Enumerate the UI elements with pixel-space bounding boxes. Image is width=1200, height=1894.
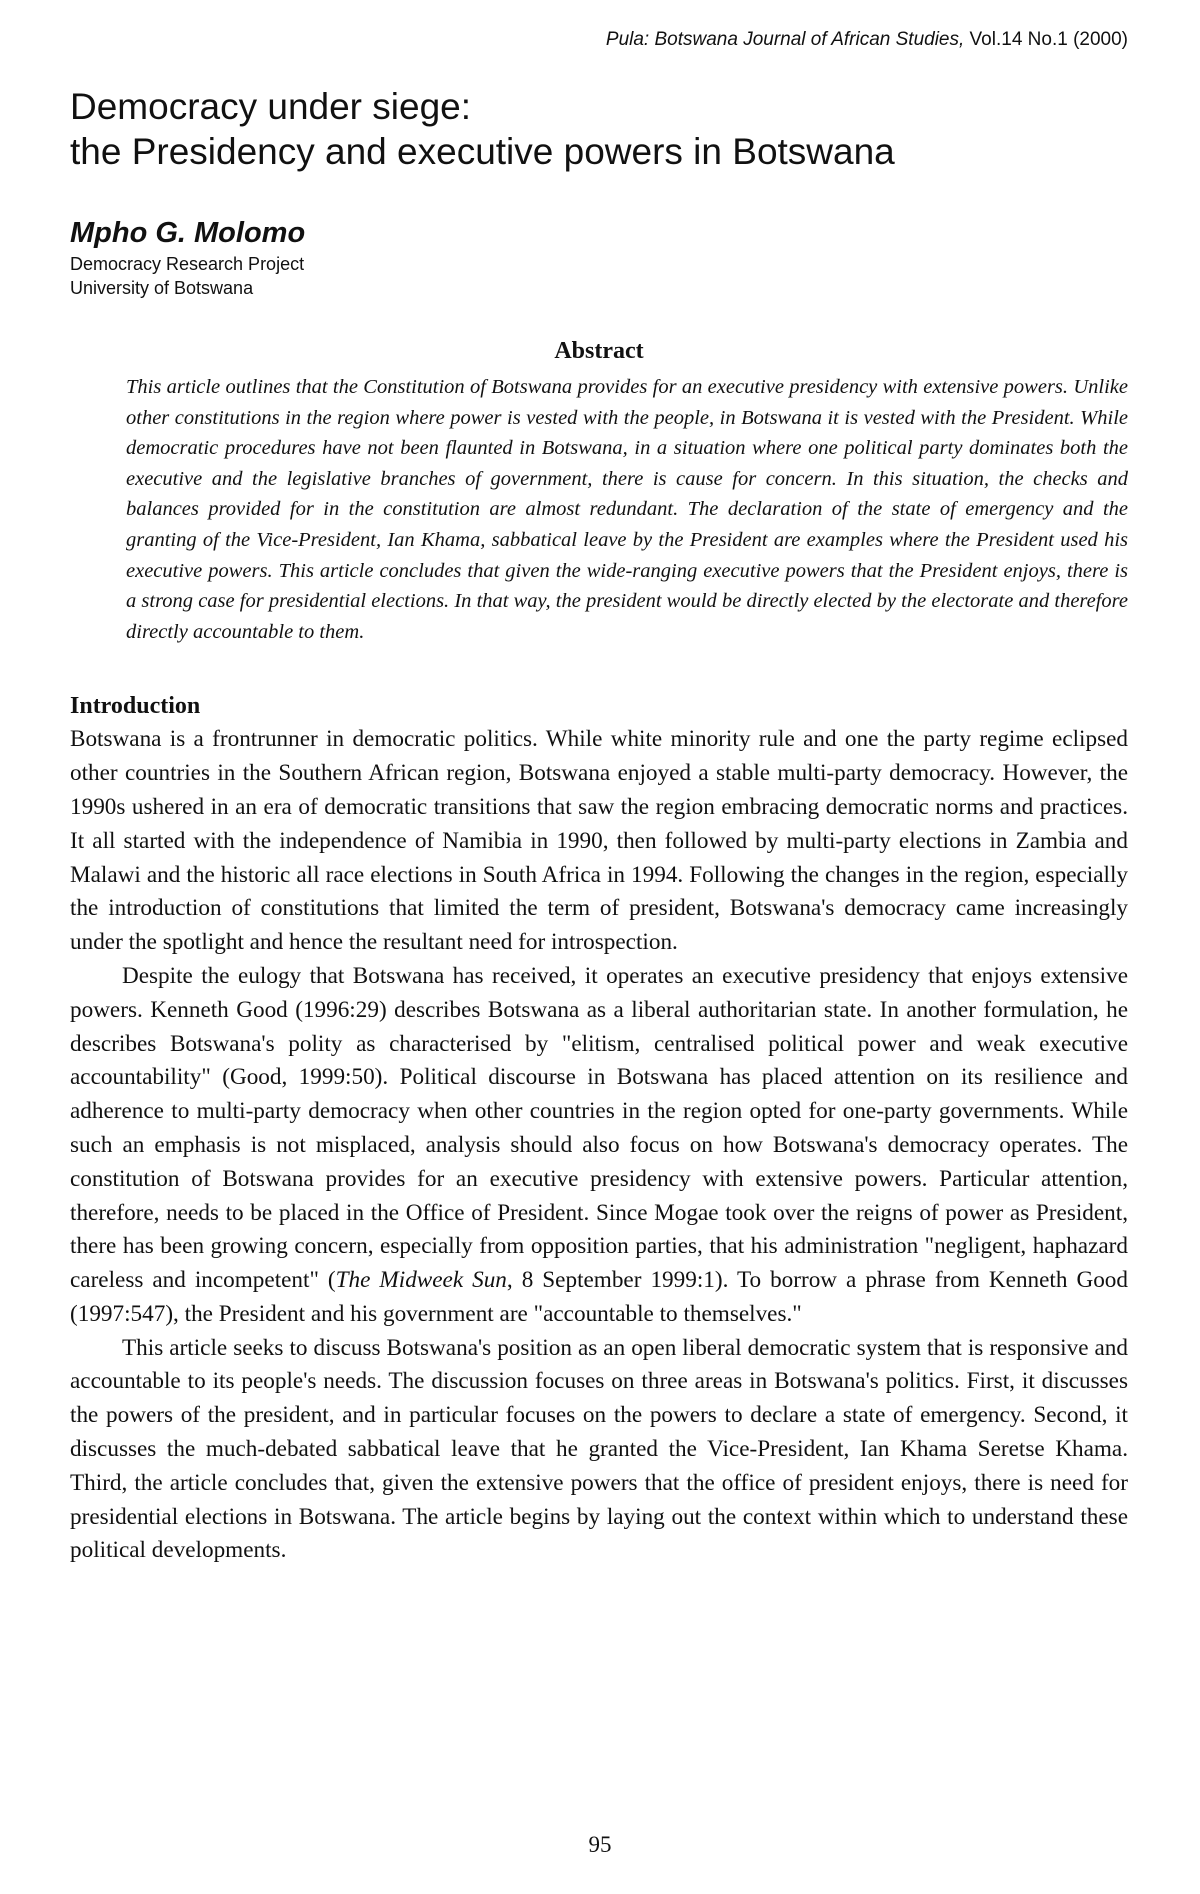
paragraph-2-text-a: Despite the eulogy that Botswana has received, it operates an executive presidency that enjoys extensive powers. Kenneth Good (1996:29) describes Botswana as a liberal authoritarian state. In another formulation, he describes Botswana's polity as characterised by "elitism, centralised political power and weak executive accountability" (Good, 1999:50). Political discourse in Botswana has placed attention on its resilience and adherence to multi-party democracy when other countries in the region opted for one-party governments. While such an emphasis is not misplaced, analysis should also focus on how Botswana's democracy operates. The constitution of Botswana provides for an executive presidency with extensive powers. Particular attention, therefore, needs to be placed in the Office of President. Since Mogae took over the reigns of power as President, there has been growing concern, especially from opposition parties, that his administration "negligent, haphazard careless and incompetent" ( — [70, 962, 1128, 1294]
affiliation-line-1: Democracy Research Project — [70, 254, 305, 274]
page-number: 95 — [588, 1832, 612, 1857]
paragraph-2-text-b: , 8 September 1999:1). To borrow a phrase from Kenneth Good (1997:547), the President and his government are "accountable to themselves." — [70, 1267, 1128, 1327]
journal-name: Pula: Botswana Journal of African Studies, — [605, 29, 965, 50]
newspaper-citation: The Midweek Sun — [335, 1267, 507, 1294]
affiliation-line-2: University of Botswana — [70, 278, 254, 298]
volume-info: Vol.14 No.1 (2000) — [964, 29, 1128, 50]
introduction-heading: Introduction — [70, 693, 201, 720]
introduction-paragraph-3: This article seeks to discuss Botswana's position as an open liberal democratic system that is responsive and accountable to its people's needs. The discussion focuses on three areas in Botswana's politics. First, it discusses the powers of the president, and in particular focuses on the powers to declare a state of emergency. Second, it discusses the much-debated sabbatical leave that he granted the Vice-President, Ian Khama Seretse Khama. Third, the article concludes that, given the extensive powers that the office of president enjoys, there is need for presidential elections in Botswana. The article begins by laying out the context within which to understand these political developments. — [70, 1334, 1128, 1564]
article-title — [70, 84, 1128, 174]
journal-page — [70, 28, 1128, 1568]
running-header — [70, 28, 1128, 52]
introduction-paragraph-1: Botswana is a frontrunner in democratic politics. While white minority rule and one the party regime eclipsed other countries in the Southern African region, Botswana enjoyed a stable multi-party democracy. However, the 1990s ushered in an era of democratic transitions that saw the region embracing democratic norms and practices. It all started with the independence of Namibia in 1990, then followed by multi-party elections in Zambia and Malawi and the historic all race elections in South Africa in 1994. Following the changes in the region, especially the introduction of constitutions that limited the term of president, Botswana's democracy came increasingly under the spotlight and hence the resultant need for introspection. — [70, 726, 1128, 956]
article-title-line-2: the Presidency and executive powers in Botswana — [70, 131, 895, 172]
author-name: Mpho G. Molomo — [70, 217, 306, 249]
introduction-paragraph-2 — [70, 960, 1128, 1332]
abstract-heading: Abstract — [554, 338, 644, 364]
abstract-text: This article outlines that the Constitution of Botswana provides for an executive presidency with extensive powers. Unlike other constitutions in the region where power is vested with the people, in Botswana it is vested with the President. While democratic procedures have not been flaunted in Botswana, in a situation where one political party dominates both the executive and the legislative branches of government, there is cause for concern. In this situation, the checks and balances provided for in the constitution are almost redundant. The declaration of the state of emergency and the granting of the Vice-President, Ian Khama, sabbatical leave by the President are examples where the President used his executive powers. This article concludes that given the wide-ranging executive powers that the President enjoys, there is a strong case for presidential elections. In that way, the president would be directly elected by the electorate and therefore directly accountable to them. — [126, 376, 1128, 643]
article-title-line-1: Democracy under siege: — [70, 86, 472, 127]
